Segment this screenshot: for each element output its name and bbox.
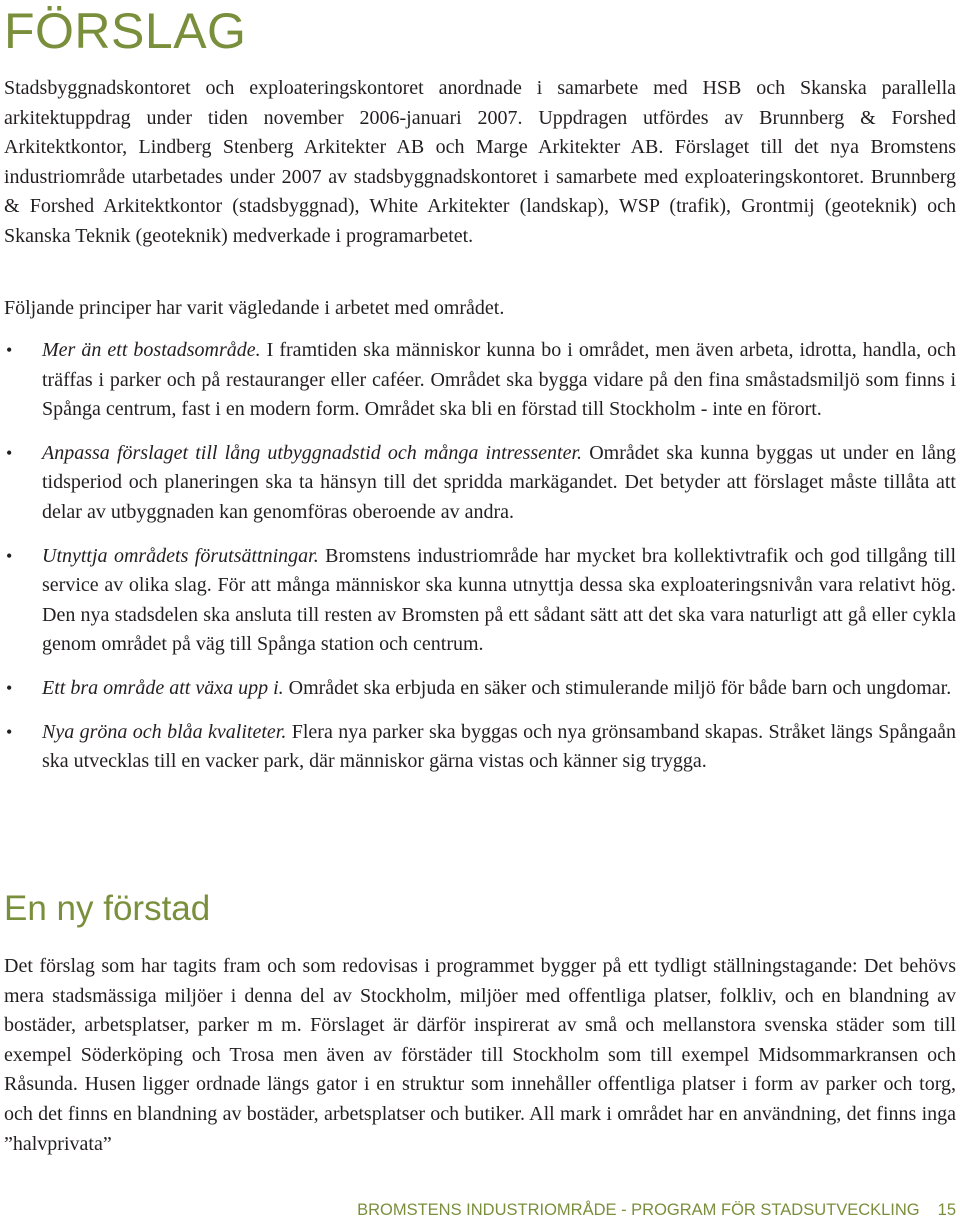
intro-paragraph: Stadsbyggnadskontoret och exploateringskontoret anordnade i samarbete med HSB och Skanska parallella arkitektuppdrag under tiden november 2006-januari 2007. Uppdragen utfördes av Brunnberg & Forshed Arkitektkontor, Lindberg Stenberg Arkitekter AB och Marge Arkitekter AB. Förslaget till det nya Bromstens industriområde utarbetades under 2007 av stadsbyggnadskontoret i samarbete med exploateringskontoret. Brunnberg & Forshed Arkitektkontor (stadsbyggnad), White Arkitekter (landskap), WSP (trafik), Grontmij (geoteknik) och Skanska Teknik (geoteknik) medverkade i programarbetet.	[4, 77, 956, 247]
list-item	[4, 336, 956, 425]
list-item	[4, 439, 956, 528]
list-item	[4, 718, 956, 777]
bullet-icon: •	[6, 721, 13, 742]
principle-text: Bromstens industriområde har mycket bra kollektivtrafik och god tillgång till service av olika slag. För att många människor ska kunna utnyttja dessa ska exploateringsnivån vara relativt hög. Den nya stadsdelen ska ansluta till resten av Bromsten på ett sådant sätt att det ska vara naturligt att gå eller cykla genom området på väg till Spånga station och centrum.	[42, 544, 957, 656]
principle-lead: Anpassa förslaget till lång utbyggnadstid och många intressenter.	[42, 441, 583, 464]
list-item	[4, 674, 956, 704]
principle-text: Flera nya parker ska byggas och nya grönsamband skapas. Stråket längs Spångaån ska utvecklas till en vacker park, där människor gärna vistas och känner sig trygga.	[42, 720, 956, 773]
principle-text: I framtiden ska människor kunna bo i området, men även arbeta, idrotta, handla, och träffas i parker och på restauranger eller caféer. Området ska bygga vidare på den fina småstadsmiljö som finns i Spånga centrum, fast i en modern form. Området ska bli en förstad till Stockholm - inte en förort.	[42, 339, 956, 421]
section-paragraph: Det förslag som har tagits fram och som redovisas i programmet bygger på ett tydligt ställningstagande: Det behövs mera stadsmässiga miljöer i denna del av Stockholm, miljöer med offentliga platser, folkliv, och en blandning av bostäder, arbetsplatser, parker m m. Förslaget är därför inspirerat av små och mellanstora svenska städer som till exempel Söderköping och Trosa men även av förstäder till Stockholm som till exempel Midsommarkransen och Råsunda. Husen ligger ordnade längs gator i en struktur som innehåller offentliga platser i form av parker och torg, och det finns en blandning av bostäder, arbetsplatser och butiker. All mark i området har en användning, det finns inga ”halvprivata”	[4, 955, 956, 1155]
page-number: 15	[937, 1201, 956, 1219]
principle-lead: Nya gröna och blåa kvaliteter.	[42, 720, 287, 743]
bullet-icon: •	[6, 545, 13, 566]
principle-lead: Utnyttja områdets förutsättningar.	[42, 544, 319, 567]
principle-lead: Mer än ett bostadsområde.	[42, 339, 261, 361]
principles-list	[4, 336, 956, 791]
page-title: FÖRSLAG	[4, 3, 247, 59]
principle-lead: Ett bra område att växa upp i.	[42, 676, 284, 699]
bullet-icon: •	[6, 340, 13, 360]
bullet-icon: •	[6, 442, 13, 463]
bullet-icon: •	[6, 677, 13, 698]
principle-text: Området ska kunna byggas ut under en lång tidsperiod och planeringen ska ta hänsyn till det spridda markägandet. Det betyder att förslaget måste tillåta att delar av utbyggnaden kan genomföras oberoende av andra.	[42, 441, 956, 523]
page-footer	[320, 1200, 956, 1220]
footer-title: BROMSTENS INDUSTRIOMRÅDE - PROGRAM FÖR STADSUTVECKLING	[357, 1201, 920, 1219]
principles-intro: Följande principer har varit vägledande i arbetet med området.	[4, 297, 505, 319]
list-item	[4, 542, 956, 660]
section-heading: En ny förstad	[4, 889, 211, 928]
principle-text: Området ska erbjuda en säker och stimulerande miljö för både barn och ungdomar.	[283, 676, 952, 699]
